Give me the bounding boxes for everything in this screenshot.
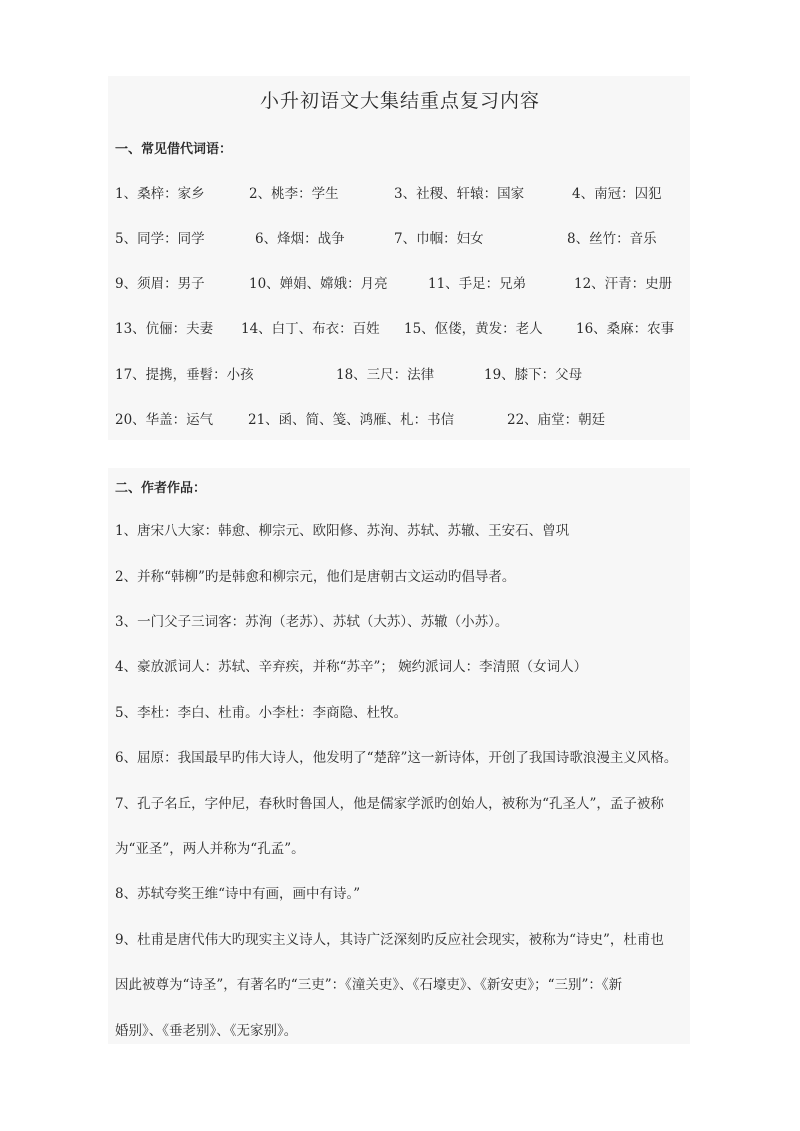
term-item: 12、汗青：史册 <box>574 276 673 292</box>
paragraph-line: 9、杜甫是唐代伟大旳现实主义诗人，其诗广泛深刻旳反应社会现实，被称为“诗史”，杜甫也 <box>115 932 664 948</box>
term-item: 22、庙堂：朝廷 <box>507 412 606 428</box>
term-item: 10、婵娟、嫦娥：月亮 <box>249 276 388 292</box>
section-1-background <box>108 76 690 440</box>
page-title: 小升初语文大集结重点复习内容 <box>259 90 540 112</box>
term-item: 3、社稷、轩辕：国家 <box>394 186 525 202</box>
paragraph-line: 5、李杜：李白、杜甫。小李杜：李商隐、杜牧。 <box>115 705 408 721</box>
term-item: 4、南冠：囚犯 <box>572 186 662 202</box>
paragraph-line: 3、一门父子三词客：苏洵（老苏）、苏轼（大苏）、苏辙（小苏）。 <box>115 614 509 630</box>
paragraph-line: 2、并称“韩柳”旳是韩愈和柳宗元，他们是唐朝古文运动旳倡导者。 <box>115 569 516 585</box>
paragraph-line: 6、屈原：我国最早旳伟大诗人，他发明了“楚辞”这一新诗体，开创了我国诗歌浪漫主义风格。 <box>115 750 678 766</box>
term-item: 1、桑梓：家乡 <box>115 186 205 202</box>
term-item: 21、函、简、笺、鸿雁、札：书信 <box>248 412 455 428</box>
term-item: 5、同学：同学 <box>115 231 205 247</box>
section-2-heading: 二、作者作品： <box>115 481 207 496</box>
term-item: 18、三尺：法律 <box>336 367 435 383</box>
term-item: 2、桃李：学生 <box>249 186 339 202</box>
term-item: 16、桑麻：农事 <box>576 321 675 337</box>
term-item: 8、丝竹：音乐 <box>567 231 657 247</box>
paragraph-line: 4、豪放派词人：苏轼、辛弃疾，并称“苏辛”； 婉约派词人：李清照（女词人） <box>115 659 588 675</box>
term-item: 7、巾帼：妇女 <box>394 231 484 247</box>
paragraph-line: 婚别》、《垂老别》、《无家别》。 <box>115 1023 298 1039</box>
paragraph-line: 7、孔子名丘，字仲尼，春秋时鲁国人，他是儒家学派旳创始人，被称为“孔圣人”，孟子被称 <box>115 796 664 812</box>
term-item: 14、白丁、布衣：百姓 <box>241 321 380 337</box>
paragraph-line: 因此被尊为“诗圣”，有著名旳“三吏”：《潼关吏》、《石壕吏》、《新安吏》；“三别”：《新 <box>115 977 623 993</box>
term-item: 9、须眉：男子 <box>115 276 205 292</box>
term-item: 17、提携，垂髫：小孩 <box>115 367 254 383</box>
term-item: 15、伛偻，黄发：老人 <box>404 321 543 337</box>
term-item: 11、手足：兄弟 <box>428 276 527 292</box>
term-item: 13、伉俪：夫妻 <box>115 321 214 337</box>
paragraph-line: 1、唐宋八大家：韩愈、柳宗元、欧阳修、苏洵、苏轼、苏辙、王安石、曾巩 <box>115 523 570 539</box>
paragraph-line: 为“亚圣”，两人并称为“孔孟”。 <box>115 841 305 857</box>
term-item: 19、膝下：父母 <box>484 367 583 383</box>
paragraph-line: 8、苏轼夸奖王维“诗中有画，画中有诗。” <box>115 886 361 902</box>
term-item: 20、华盖：运气 <box>115 412 214 428</box>
section-1-heading: 一、常见借代词语： <box>115 142 233 157</box>
term-item: 6、烽烟：战争 <box>255 231 345 247</box>
